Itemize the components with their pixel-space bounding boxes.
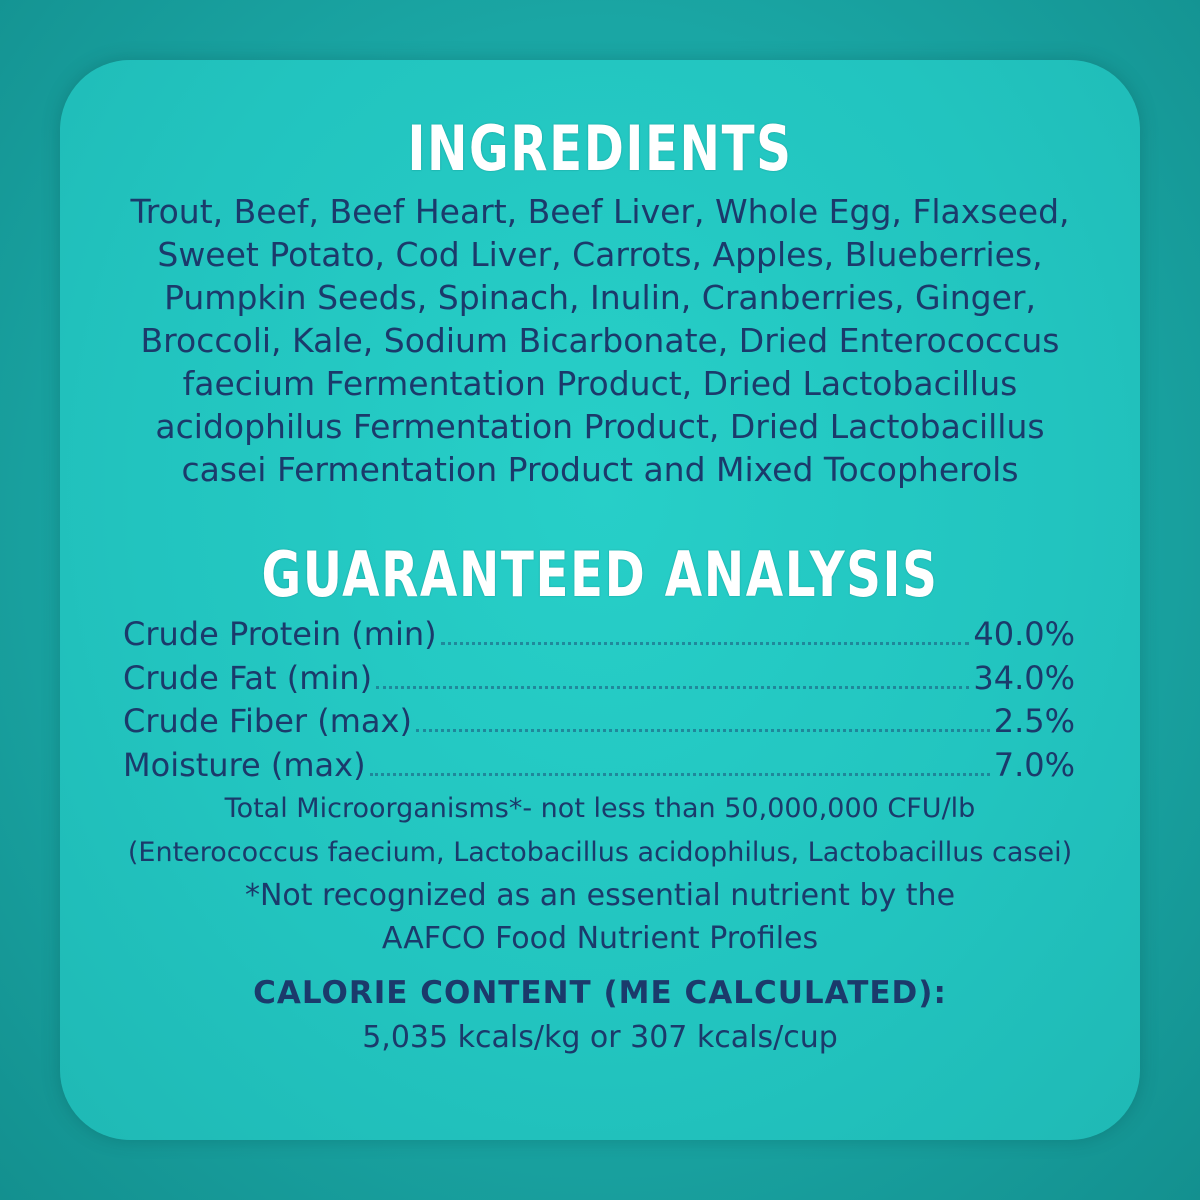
analysis-label: Crude Fat (min): [123, 659, 373, 697]
guaranteed-analysis-heading: GUARANTEED ANALYSIS: [261, 538, 939, 611]
calorie-content-heading: CALORIE CONTENT (ME CALCULATED):: [253, 975, 947, 1011]
ingredients-heading: INGREDIENTS: [407, 112, 793, 185]
analysis-value: 34.0%: [973, 659, 1075, 697]
analysis-label: Moisture (max): [123, 746, 366, 784]
ingredients-line: Sweet Potato, Cod Liver, Carrots, Apples, Blueberries,: [157, 235, 1043, 274]
analysis-value: 2.5%: [993, 702, 1075, 740]
ingredients-line: Broccoli, Kale, Sodium Bicarbonate, Dried Enterococcus: [140, 321, 1060, 360]
analysis-value: 7.0%: [993, 746, 1075, 784]
dot-leader: [370, 747, 990, 776]
dot-leader: [416, 703, 990, 732]
analysis-row-fiber: [123, 702, 1075, 745]
footnote-line: AAFCO Food Nutrient Profiles: [381, 921, 819, 956]
analysis-row-fat: [123, 659, 1075, 702]
ingredients-line: casei Fermentation Product and Mixed Tocopherols: [181, 450, 1019, 489]
dot-leader: [441, 616, 970, 645]
analysis-row-moisture: [123, 746, 1075, 789]
analysis-label: Crude Protein (min): [123, 615, 437, 653]
analysis-value: 40.0%: [973, 615, 1075, 653]
footnote-line: *Not recognized as an essential nutrient by the: [244, 878, 956, 913]
calorie-content-value: 5,035 kcals/kg or 307 kcals/cup: [362, 1020, 838, 1055]
ingredients-line: Pumpkin Seeds, Spinach, Inulin, Cranberries, Ginger,: [164, 278, 1036, 317]
ingredients-line: faecium Fermentation Product, Dried Lactobacillus: [182, 364, 1018, 403]
ingredients-line: acidophilus Fermentation Product, Dried Lactobacillus: [155, 407, 1045, 446]
analysis-label: Crude Fiber (max): [123, 702, 412, 740]
dot-leader: [376, 660, 969, 689]
analysis-row-protein: [123, 615, 1075, 658]
ingredients-line: Trout, Beef, Beef Heart, Beef Liver, Whole Egg, Flaxseed,: [130, 192, 1070, 231]
strains-text: (Enterococcus faecium, Lactobacillus acidophilus, Lactobacillus casei): [127, 837, 1073, 868]
microorganisms-text: Total Microorganisms*- not less than 50,000,000 CFU/lb: [224, 793, 976, 824]
